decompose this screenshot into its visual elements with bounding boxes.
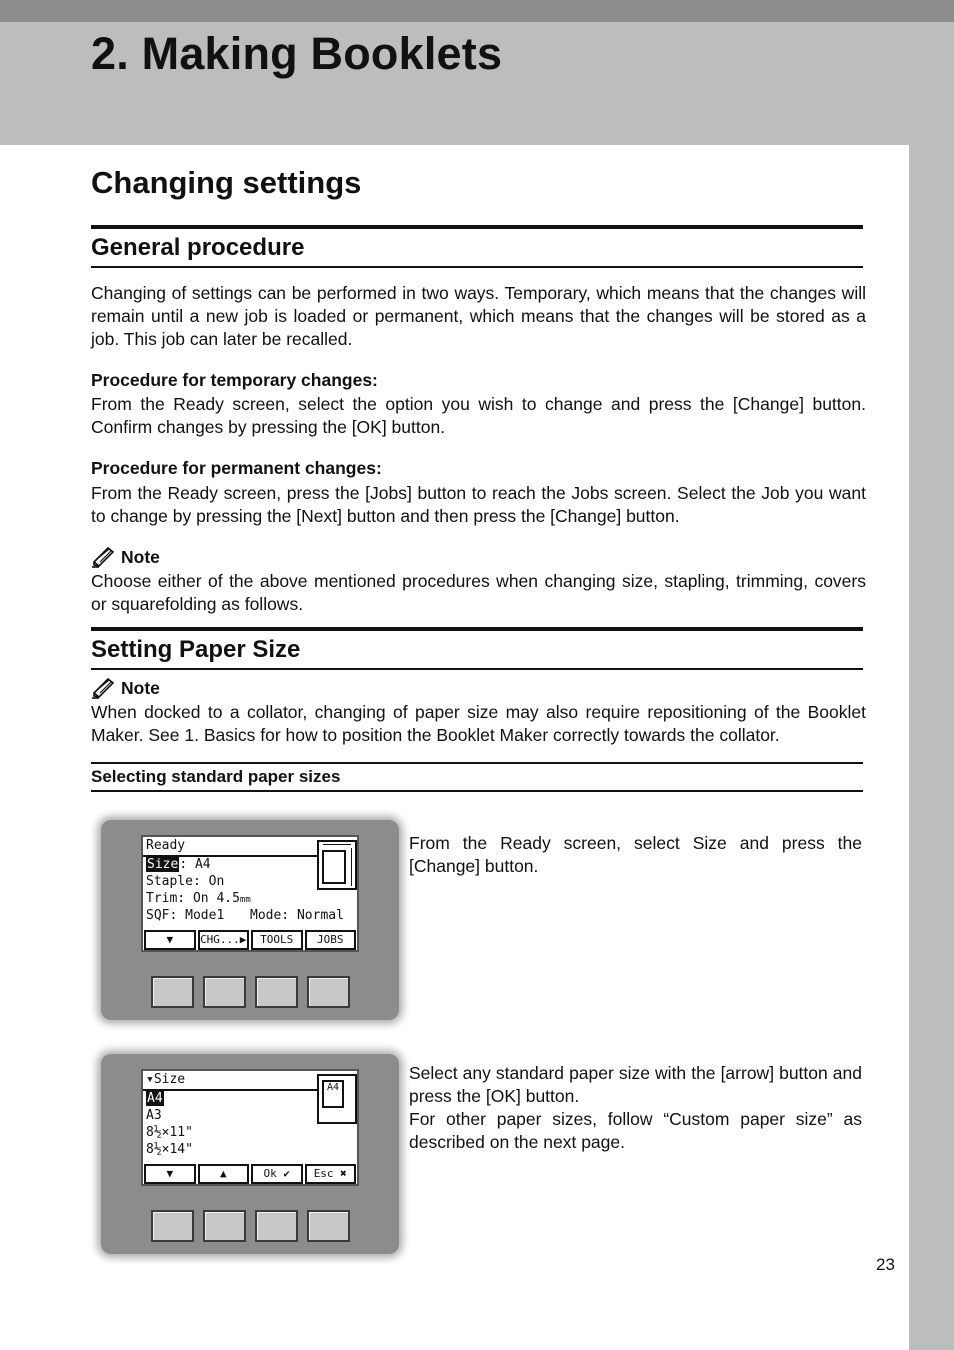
note-label: Note: [121, 546, 160, 567]
lcd-trim-line: [146, 891, 251, 909]
softkey-escape[interactable]: Esc ✖: [305, 1164, 357, 1184]
hardware-button-2[interactable]: [203, 976, 246, 1008]
general-procedure-heading: General procedure: [91, 234, 305, 261]
lcd-trim: Trim: On 4.5: [146, 891, 240, 906]
pencil-note-icon: [91, 546, 115, 568]
perm-procedure-text: From the Ready screen, press the [Jobs] button to reach the Jobs screen. Select the Job you want to change by pressing the [Next] button and then press the [Change] button.: [91, 483, 866, 526]
paper-size-icon-label: A4: [322, 1080, 344, 1108]
side-margin-bar: [909, 145, 954, 1350]
hardware-button-1[interactable]: [151, 976, 194, 1008]
section-title: Changing settings: [91, 165, 362, 200]
lcd-size-screen: [141, 1069, 359, 1186]
divider: [91, 266, 863, 268]
lcd-size-line: [146, 857, 211, 874]
divider: [91, 790, 863, 792]
lcd-softkeys: [143, 930, 357, 950]
control-panel-size: [101, 1054, 399, 1254]
lcd-title: ▾Size: [146, 1072, 186, 1087]
lcd-softkeys: [143, 1164, 357, 1184]
lcd-option-legal: 8½×14": [146, 1142, 193, 1157]
lcd-option-letter: 8½×11": [146, 1125, 193, 1140]
softkey-ok[interactable]: Ok ✔: [251, 1164, 303, 1184]
hardware-buttons: [151, 1210, 350, 1242]
lcd-mode: Mode: Normal: [250, 908, 344, 923]
hardware-button-1[interactable]: [151, 1210, 194, 1242]
softkey-down[interactable]: ▼: [144, 1164, 196, 1184]
paper-size-heading: Setting Paper Size: [91, 636, 301, 663]
pencil-note-icon: [91, 677, 115, 699]
divider: [91, 762, 863, 764]
control-panel-ready: [101, 820, 399, 1020]
paper-size-note-text: When docked to a collator, changing of paper size may also require repositioning of the Booklet Maker. See 1. Basics for how to position the Booklet Maker correctly towards the collator.: [91, 702, 866, 745]
lcd-separator: [143, 1089, 317, 1091]
page-number: 23: [876, 1255, 895, 1274]
lcd-ready-screen: [141, 835, 359, 952]
lcd-staple: Staple: On: [146, 874, 225, 889]
hardware-button-4[interactable]: [307, 976, 350, 1008]
divider: [91, 627, 863, 631]
hardware-buttons: [151, 976, 350, 1008]
softkey-up[interactable]: ▲: [198, 1164, 250, 1184]
lcd-size-label: Size: [147, 857, 179, 872]
step1-text: From the Ready screen, select Size and press the [Change] button.: [409, 833, 862, 876]
divider: [91, 225, 863, 229]
temp-procedure-label: Procedure for temporary changes:: [91, 370, 378, 390]
general-note-text: Choose either of the above mentioned procedures when changing size, stapling, trimming, covers or squarefolding as follows.: [91, 571, 866, 614]
softkey-change[interactable]: CHG...▶: [198, 930, 250, 950]
divider: [91, 668, 863, 670]
standard-sizes-heading: Selecting standard paper sizes: [91, 767, 341, 786]
hardware-button-3[interactable]: [255, 1210, 298, 1242]
step2-text-a: Select any standard paper size with the [arrow] button and press the [OK] button.: [409, 1063, 862, 1106]
booklet-size-icon: [317, 840, 357, 890]
perm-procedure-label: Procedure for permanent changes:: [91, 458, 382, 478]
note-heading: [91, 677, 160, 699]
lcd-trim-unit: mm: [239, 895, 251, 905]
softkey-jobs[interactable]: JOBS: [305, 930, 357, 950]
chapter-title: 2. Making Booklets: [91, 28, 503, 79]
softkey-down[interactable]: ▼: [144, 930, 196, 950]
lcd-title: Ready: [146, 838, 186, 853]
softkey-tools[interactable]: TOOLS: [251, 930, 303, 950]
hardware-button-4[interactable]: [307, 1210, 350, 1242]
note-heading: [91, 546, 160, 568]
top-strip: [0, 0, 954, 22]
lcd-sqf: SQF: Mode1: [146, 908, 225, 923]
paper-size-icon: [317, 1074, 357, 1124]
general-intro: Changing of settings can be performed in two ways. Temporary, which means that the changes will remain until a new job is loaded or permanent, which means that the changes will be stored as a job. This job can later be recalled.: [91, 283, 866, 349]
hardware-button-2[interactable]: [203, 1210, 246, 1242]
lcd-option-a3: A3: [146, 1108, 162, 1123]
hardware-button-3[interactable]: [255, 976, 298, 1008]
note-label: Note: [121, 677, 160, 698]
lcd-selected-value: A4: [147, 1091, 163, 1106]
lcd-selected-size: [146, 1091, 164, 1108]
lcd-size-value: : A4: [179, 857, 211, 872]
step2-text-b: For other paper sizes, follow “Custom paper size” as described on the next page.: [409, 1109, 862, 1152]
temp-procedure-text: From the Ready screen, select the option you wish to change and press the [Change] button. Confirm changes by pressing the [OK] button.: [91, 394, 866, 437]
